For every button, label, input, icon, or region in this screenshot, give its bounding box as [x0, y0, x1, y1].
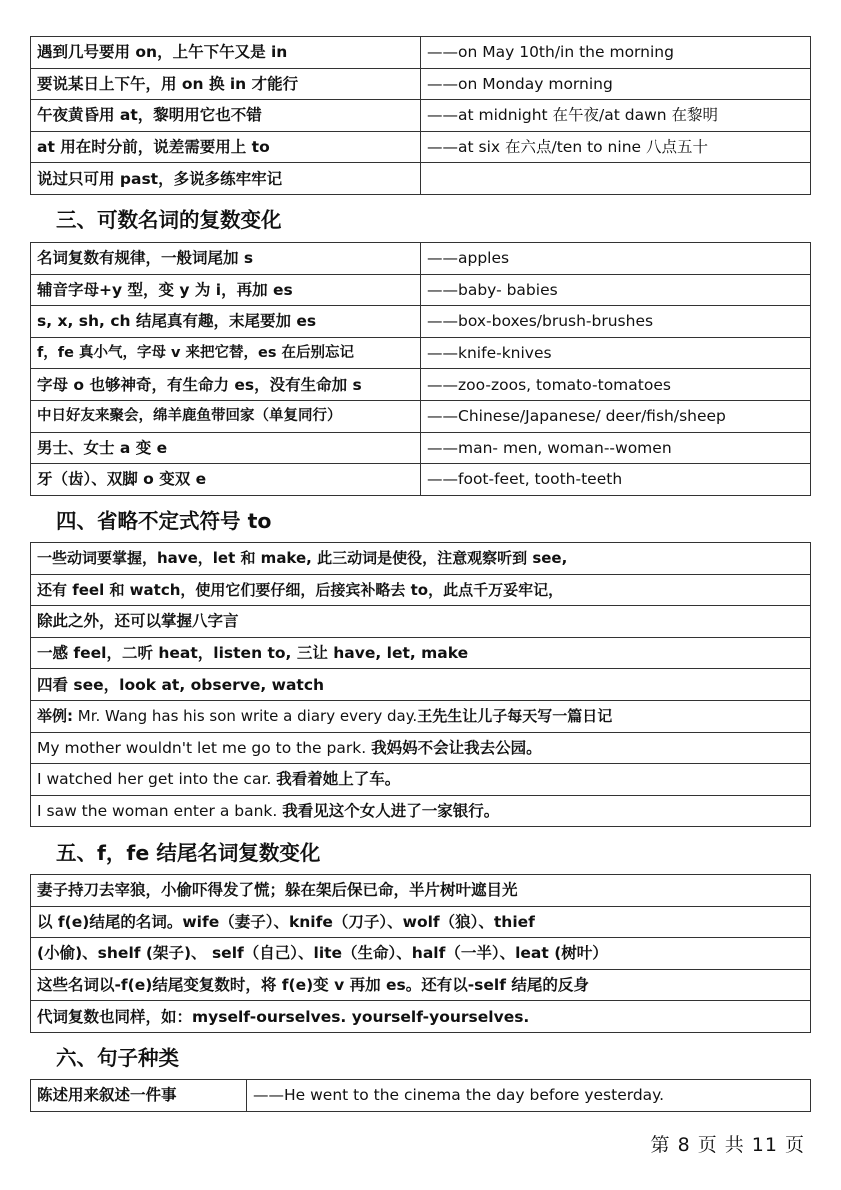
rule-cell: 辅音字母+y 型，变 y 为 i，再加 es [31, 274, 421, 306]
f-fe-plural-table [30, 874, 811, 1033]
example-english: I watched her get into the car. [37, 770, 277, 789]
rule-line: 一感 feel，二听 heat，listen to, 三让 have, let, make [31, 637, 811, 669]
example-chinese: 我看着她上了车。 [276, 770, 401, 789]
table-row [31, 369, 811, 401]
example-chinese: 我看见这个女人进了一家银行。 [282, 802, 500, 821]
table-row [31, 637, 811, 669]
table-row [31, 464, 811, 496]
example-sentence [31, 764, 811, 796]
example-cell [421, 163, 811, 195]
example-cell: ——at midnight 在午夜/at dawn 在黎明 [421, 100, 811, 132]
example-english: I saw the woman enter a bank. [37, 802, 283, 821]
rule-cell: 遇到几号要用 on，上午下午又是 in [31, 37, 421, 69]
section-four-heading: 四、省略不定式符号 to [56, 509, 272, 533]
section-six-heading: 六、句子种类 [56, 1046, 179, 1070]
example-cell: ——apples [421, 243, 811, 275]
rule-cell: 名词复数有规律，一般词尾加 s [31, 243, 421, 275]
rule-line: 以 f(e)结尾的名词。wife（妻子）、knife（刀子）、wolf（狼）、thief [31, 906, 811, 938]
rule-cell: 牙（齿）、双脚 o 变双 e [31, 464, 421, 496]
rule-cell: 午夜黄昏用 at，黎明用它也不错 [31, 100, 421, 132]
table-row [31, 606, 811, 638]
sentence-types-table [30, 1079, 811, 1112]
example-english: Mr. Wang has his son write a diary every day. [73, 707, 418, 726]
table-row [31, 969, 811, 1001]
table-row [31, 1001, 811, 1033]
rule-cell: 字母 o 也够神奇，有生命力 es，没有生命加 s [31, 369, 421, 401]
table-row [31, 131, 811, 163]
page-number: 第 8 页 共 11 页 [650, 1134, 805, 1156]
table-row [31, 100, 811, 132]
rule-line: 妻子持刀去宰狼，小偷吓得发了慌；躲在架后保已命，半片树叶遮目光 [31, 875, 811, 907]
section-three-heading: 三、可数名词的复数变化 [56, 208, 282, 232]
bare-infinitive-table [30, 542, 811, 827]
table-row [31, 906, 811, 938]
table-row [31, 243, 811, 275]
table-row [31, 1080, 811, 1112]
table-row [31, 732, 811, 764]
table-row [31, 432, 811, 464]
table-row [31, 68, 811, 100]
table-row [31, 938, 811, 970]
example-cell: ——man- men, woman--women [421, 432, 811, 464]
rule-line: 除此之外，还可以掌握八字言 [31, 606, 811, 638]
example-cell: ——baby- babies [421, 274, 811, 306]
example-cell: ——box-boxes/brush-brushes [421, 306, 811, 338]
example-cell: ——on May 10th/in the morning [421, 37, 811, 69]
table-row [31, 574, 811, 606]
example-chinese: 我妈妈不会让我去公园。 [371, 738, 542, 757]
example-chinese: 王先生让儿子每天写一篇日记 [417, 707, 613, 726]
table-row [31, 337, 811, 369]
table-row [31, 669, 811, 701]
rule-cell: s, x, sh, ch 结尾真有趣，末尾要加 es [31, 306, 421, 338]
example-sentence [31, 795, 811, 827]
rule-cell: 要说某日上下午，用 on 换 in 才能行 [31, 68, 421, 100]
example-cell: ——at six 在六点/ten to nine 八点五十 [421, 131, 811, 163]
rule-cell: f，fe 真小气，字母 v 来把它替，es 在后别忘记 [31, 337, 421, 369]
rule-cell: 陈述用来叙述一件事 [31, 1080, 247, 1112]
example-sentence [31, 700, 811, 732]
rule-line: 四看 see，look at, observe, watch [31, 669, 811, 701]
table-row [31, 764, 811, 796]
table-row [31, 163, 811, 195]
example-cell: ——zoo-zoos, tomato-tomatoes [421, 369, 811, 401]
table-row [31, 875, 811, 907]
table-row [31, 795, 811, 827]
table-row [31, 274, 811, 306]
table-row [31, 543, 811, 575]
rule-cell: at 用在时分前，说差需要用上 to [31, 131, 421, 163]
rule-line: 代词复数也同样，如：myself-ourselves. yourself-yourselves. [31, 1001, 811, 1033]
example-cell: ——He went to the cinema the day before yesterday. [247, 1080, 811, 1112]
table-row [31, 306, 811, 338]
example-label: 举例: [37, 707, 73, 726]
example-cell: ——knife-knives [421, 337, 811, 369]
table-row [31, 700, 811, 732]
table-row [31, 37, 811, 69]
rule-cell: 男士、女士 a 变 e [31, 432, 421, 464]
rule-line: 一些动词要掌握，have，let 和 make, 此三动词是使役，注意观察听到 see, [31, 543, 811, 575]
rule-line: (小偷)、shelf (架子)、 self（自己）、lite（生命）、half（一半）、leat (树叶） [31, 938, 811, 970]
example-cell: ——on Monday morning [421, 68, 811, 100]
rule-line: 这些名词以-f(e)结尾变复数时，将 f(e)变 v 再加 es。还有以-self 结尾的反身 [31, 969, 811, 1001]
example-english: My mother wouldn't let me go to the park. [37, 738, 372, 757]
example-sentence [31, 732, 811, 764]
table-row [31, 400, 811, 432]
example-cell: ——Chinese/Japanese/ deer/fish/sheep [421, 400, 811, 432]
time-preposition-table [30, 36, 811, 195]
example-cell: ——foot-feet, tooth-teeth [421, 464, 811, 496]
plural-nouns-table [30, 242, 811, 496]
rule-cell: 中日好友来聚会，绵羊鹿鱼带回家（单复同行） [31, 400, 421, 432]
rule-cell: 说过只可用 past，多说多练牢牢记 [31, 163, 421, 195]
rule-line: 还有 feel 和 watch，使用它们要仔细，后接宾补略去 to，此点千万妥牢记， [31, 574, 811, 606]
section-five-heading: 五、f，fe 结尾名词复数变化 [56, 841, 321, 865]
